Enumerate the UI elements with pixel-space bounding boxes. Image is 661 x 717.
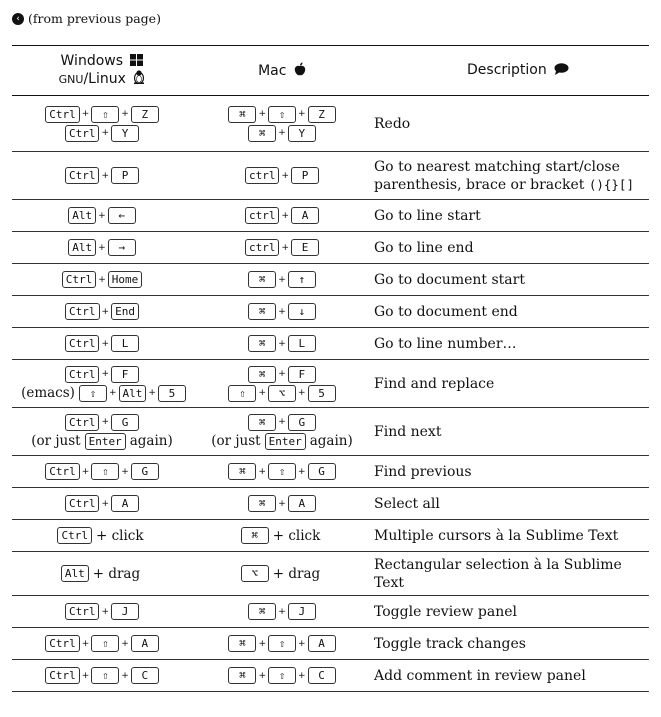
key-shift: ⇧: [268, 635, 296, 652]
table-row: [12, 328, 649, 360]
key-ctrl: ctrl: [245, 207, 280, 224]
mac-shortcut: [192, 200, 372, 232]
key-cmd: ⌘: [248, 495, 276, 512]
win-shortcut: [12, 96, 192, 152]
linux-label: /Linux: [83, 71, 126, 87]
key-y: Y: [111, 125, 139, 142]
shortcut-note: + drag: [272, 565, 321, 582]
win-shortcut: [12, 660, 192, 692]
key-ctrl: Ctrl: [65, 414, 100, 431]
key-c: C: [131, 667, 159, 684]
apple-logo-icon: [294, 62, 306, 80]
key-shift: ⇧: [91, 667, 119, 684]
shortcut-note: (or just: [31, 433, 81, 449]
description-cell: [372, 488, 649, 520]
plus-sign: +: [278, 417, 286, 427]
description-cell: [372, 456, 649, 488]
description-cell: [372, 660, 649, 692]
win-shortcut: [12, 408, 192, 456]
table-row: [12, 152, 649, 200]
key-shift: ⇧: [268, 463, 296, 480]
shortcut-note: again): [129, 433, 173, 449]
plus-sign: +: [101, 606, 110, 617]
key-combo: [12, 207, 192, 224]
key-ctrl: Ctrl: [45, 106, 80, 123]
key-combo: [12, 433, 192, 450]
key-cmd: ⌘: [248, 125, 276, 142]
description-text: Rectangular selection à la Sublime Text: [374, 556, 622, 591]
key-enter: Enter: [85, 433, 126, 450]
key-alt: Alt: [68, 239, 96, 256]
key-combo: [192, 271, 372, 288]
table-row: [12, 520, 649, 552]
key-ctrl: Ctrl: [65, 603, 100, 620]
key-f: F: [111, 366, 139, 383]
key-combo: [192, 495, 372, 512]
description-text: Multiple cursors à la Sublime Text: [374, 527, 619, 544]
win-shortcut: [12, 488, 192, 520]
description-text: Redo: [374, 115, 411, 132]
description-text: Go to document end: [374, 303, 518, 320]
key-l: L: [288, 335, 316, 352]
shortcut-note: + click: [95, 527, 144, 544]
win-shortcut: [12, 456, 192, 488]
key-a: A: [131, 635, 159, 652]
key-combo: [192, 565, 372, 582]
plus-sign: +: [258, 638, 266, 649]
plus-sign: +: [101, 170, 110, 181]
description-cell: [372, 96, 649, 152]
plus-sign: +: [298, 109, 306, 119]
mac-shortcut: [192, 628, 372, 660]
description-text: Go to nearest matching start/close parenthesis, brace or bracket: [374, 158, 620, 193]
win-shortcut: [12, 552, 192, 596]
plus-sign: +: [101, 338, 110, 349]
description-text: Go to document start: [374, 271, 525, 288]
key-option: ⌥: [268, 385, 296, 402]
plus-sign: +: [281, 170, 290, 181]
key-cmd: ⌘: [248, 603, 276, 620]
plus-sign: +: [278, 606, 286, 617]
description-text: Find and replace: [374, 375, 495, 392]
continuation-note: [12, 11, 161, 26]
key-shift: ⇧: [268, 106, 296, 123]
key-z: Z: [131, 106, 159, 123]
description-cell: [372, 296, 649, 328]
key-cmd: ⌘: [241, 527, 269, 544]
key-shift: ⇧: [228, 385, 256, 402]
description-text: Select all: [374, 495, 440, 512]
plus-sign: +: [101, 369, 110, 379]
key-a: A: [308, 635, 336, 652]
key-g: G: [288, 414, 316, 431]
key-combo: [12, 495, 192, 512]
win-shortcut: [12, 520, 192, 552]
key-combo: [12, 565, 192, 582]
shortcut-note: + click: [272, 527, 321, 544]
description-cell: [372, 232, 649, 264]
key-ctrl: Ctrl: [62, 271, 97, 288]
speech-bubble-icon: [554, 63, 569, 79]
description-text: Go to line number…: [374, 335, 517, 352]
win-shortcut: [12, 628, 192, 660]
plus-sign: +: [281, 210, 290, 221]
description-label: Description: [467, 62, 547, 78]
mac-header: [192, 46, 372, 96]
key-combo: [12, 463, 192, 480]
key-combo: [192, 167, 372, 184]
key-combo: [192, 667, 372, 684]
key-a: A: [291, 207, 319, 224]
table-row: [12, 96, 649, 152]
key-z: Z: [308, 106, 336, 123]
linux-penguin-icon: [133, 70, 145, 88]
plus-sign: +: [298, 638, 306, 649]
key-ctrl: Ctrl: [65, 495, 100, 512]
key-combo: [12, 635, 192, 652]
key-combo: [192, 463, 372, 480]
key-combo: [192, 603, 372, 620]
key-combo: [12, 106, 192, 123]
key-combo: [12, 239, 192, 256]
key-ctrl: Ctrl: [45, 463, 80, 480]
table-row: [12, 296, 649, 328]
key-cmd: ⌘: [248, 414, 276, 431]
plus-sign: +: [258, 109, 266, 119]
key-cmd: ⌘: [248, 303, 276, 320]
key-5: 5: [308, 385, 336, 402]
plus-sign: +: [101, 498, 110, 509]
key-enter: Enter: [265, 433, 306, 450]
table-header: [12, 46, 649, 96]
shortcut-note: + drag: [92, 565, 141, 582]
key-right-arrow: →: [108, 239, 136, 256]
key-ctrl: Ctrl: [65, 167, 100, 184]
win-shortcut: [12, 596, 192, 628]
table-row: [12, 596, 649, 628]
key-p: P: [111, 167, 139, 184]
key-combo: [192, 433, 372, 450]
win-shortcut: [12, 328, 192, 360]
key-combo: [12, 303, 192, 320]
key-combo: [192, 239, 372, 256]
key-combo: [192, 106, 372, 123]
chevron-left-circle-icon: ‹: [12, 13, 24, 25]
key-up-arrow: ↑: [288, 271, 316, 288]
key-ctrl: Ctrl: [45, 667, 80, 684]
plus-sign: +: [258, 670, 266, 681]
key-combo: [192, 125, 372, 142]
description-cell: [372, 328, 649, 360]
key-ctrl: Ctrl: [65, 335, 100, 352]
win-shortcut: [12, 232, 192, 264]
plus-sign: +: [298, 388, 306, 398]
key-combo: [12, 335, 192, 352]
key-j: J: [288, 603, 316, 620]
key-combo: [192, 527, 372, 544]
key-ctrl: Ctrl: [57, 527, 92, 544]
mac-shortcut: [192, 552, 372, 596]
key-ctrl: Ctrl: [65, 366, 100, 383]
table-row: [12, 552, 649, 596]
key-shift: ⇧: [79, 385, 107, 402]
description-text: Find next: [374, 423, 442, 440]
windows-label: Windows: [60, 53, 124, 69]
key-combo: [12, 603, 192, 620]
description-text: Toggle track changes: [374, 635, 526, 652]
key-combo: [12, 125, 192, 142]
plus-sign: +: [278, 498, 286, 509]
table-row: [12, 456, 649, 488]
plus-sign: +: [278, 369, 286, 379]
description-cell: [372, 152, 649, 200]
key-end: End: [111, 303, 139, 320]
table-row: [12, 488, 649, 520]
shortcut-note: again): [309, 433, 353, 449]
shortcut-note: (or just: [211, 433, 261, 449]
mac-shortcut: [192, 488, 372, 520]
plus-sign: +: [278, 306, 286, 317]
key-ctrl: Ctrl: [65, 303, 100, 320]
mac-shortcut: [192, 456, 372, 488]
key-combo: [12, 414, 192, 431]
key-combo: [12, 366, 192, 383]
mac-shortcut: [192, 328, 372, 360]
mac-shortcut: [192, 520, 372, 552]
shortcut-table: [12, 45, 649, 692]
plus-sign: +: [81, 670, 90, 681]
description-header: [372, 46, 649, 96]
key-c: C: [308, 667, 336, 684]
description-cell: [372, 628, 649, 660]
key-5: 5: [158, 385, 186, 402]
plus-sign: +: [101, 306, 110, 317]
plus-sign: +: [298, 670, 306, 681]
key-alt: Alt: [68, 207, 96, 224]
plus-sign: +: [81, 638, 90, 649]
description-cell: [372, 360, 649, 408]
mac-shortcut: [192, 596, 372, 628]
plus-sign: +: [98, 210, 106, 221]
table-row: [12, 408, 649, 456]
key-ctrl: ctrl: [245, 167, 280, 184]
plus-sign: +: [281, 242, 290, 253]
table-row: [12, 628, 649, 660]
key-cmd: ⌘: [248, 271, 276, 288]
gnu-label: GNU: [58, 73, 84, 86]
key-combo: [12, 667, 192, 684]
key-combo: [192, 385, 372, 402]
plus-sign: +: [148, 388, 156, 398]
table-row: [12, 232, 649, 264]
description-cell: [372, 408, 649, 456]
key-alt: Alt: [61, 565, 89, 582]
key-cmd: ⌘: [228, 106, 256, 123]
plus-sign: +: [258, 466, 266, 477]
key-cmd: ⌘: [228, 463, 256, 480]
key-combo: [192, 366, 372, 383]
plus-sign: +: [98, 242, 106, 253]
key-combo: [12, 385, 192, 402]
key-shift: ⇧: [91, 106, 119, 123]
key-ctrl: ctrl: [245, 239, 280, 256]
description-text: Find previous: [374, 463, 472, 480]
plus-sign: +: [121, 466, 129, 477]
key-combo: [192, 635, 372, 652]
shortcut-note: (emacs): [21, 385, 75, 401]
win-shortcut: [12, 152, 192, 200]
key-ctrl: Ctrl: [65, 125, 100, 142]
key-g: G: [131, 463, 159, 480]
key-shift: ⇧: [91, 635, 119, 652]
description-cell: [372, 552, 649, 596]
key-combo: [192, 207, 372, 224]
key-shift: ⇧: [91, 463, 119, 480]
description-cell: [372, 200, 649, 232]
plus-sign: +: [101, 128, 110, 138]
table-row: [12, 200, 649, 232]
key-cmd: ⌘: [228, 635, 256, 652]
plus-sign: +: [101, 417, 110, 427]
mac-shortcut: [192, 264, 372, 296]
mac-shortcut: [192, 152, 372, 200]
key-down-arrow: ↓: [288, 303, 316, 320]
key-cmd: ⌘: [228, 667, 256, 684]
mac-shortcut: [192, 96, 372, 152]
key-combo: [192, 414, 372, 431]
windows-header: [12, 46, 192, 96]
key-j: J: [111, 603, 139, 620]
win-shortcut: [12, 264, 192, 296]
description-text: Add comment in review panel: [374, 667, 586, 684]
windows-logo-icon: [130, 54, 143, 70]
plus-sign: +: [121, 670, 129, 681]
mac-shortcut: [192, 360, 372, 408]
key-shift: ⇧: [268, 667, 296, 684]
key-g: G: [308, 463, 336, 480]
plus-sign: +: [278, 128, 286, 138]
key-p: P: [291, 167, 319, 184]
key-ctrl: Ctrl: [45, 635, 80, 652]
table-row: [12, 360, 649, 408]
key-left-arrow: ←: [108, 207, 136, 224]
mac-shortcut: [192, 232, 372, 264]
table-row: [12, 264, 649, 296]
key-a: A: [111, 495, 139, 512]
key-y: Y: [288, 125, 316, 142]
plus-sign: +: [98, 274, 106, 285]
key-f: F: [288, 366, 316, 383]
description-cell: [372, 596, 649, 628]
key-combo: [12, 167, 192, 184]
win-shortcut: [12, 296, 192, 328]
key-home: Home: [108, 271, 143, 288]
bracket-code: (){}[]: [588, 176, 634, 192]
plus-sign: +: [298, 466, 306, 477]
key-cmd: ⌘: [248, 335, 276, 352]
key-combo: [192, 303, 372, 320]
win-shortcut: [12, 200, 192, 232]
mac-shortcut: [192, 408, 372, 456]
plus-sign: +: [81, 466, 90, 477]
continuation-label: (from previous page): [28, 11, 161, 26]
plus-sign: +: [258, 388, 266, 398]
key-alt: Alt: [119, 385, 147, 402]
table-row: [12, 660, 649, 692]
plus-sign: +: [81, 109, 90, 119]
mac-label: Mac: [258, 62, 287, 79]
key-l: L: [111, 335, 139, 352]
key-a: A: [288, 495, 316, 512]
key-e: E: [291, 239, 319, 256]
key-combo: [192, 335, 372, 352]
description-text: Go to line start: [374, 207, 481, 224]
description-text: Toggle review panel: [374, 603, 517, 620]
plus-sign: +: [108, 388, 117, 398]
plus-sign: +: [278, 338, 286, 349]
plus-sign: +: [278, 274, 286, 285]
description-cell: [372, 264, 649, 296]
key-combo: [12, 527, 192, 544]
key-cmd: ⌘: [248, 366, 276, 383]
key-option: ⌥: [241, 565, 269, 582]
mac-shortcut: [192, 296, 372, 328]
description-cell: [372, 520, 649, 552]
win-shortcut: [12, 360, 192, 408]
key-combo: [12, 271, 192, 288]
plus-sign: +: [121, 109, 129, 119]
plus-sign: +: [121, 638, 129, 649]
key-g: G: [111, 414, 139, 431]
mac-shortcut: [192, 660, 372, 692]
description-text: Go to line end: [374, 239, 474, 256]
